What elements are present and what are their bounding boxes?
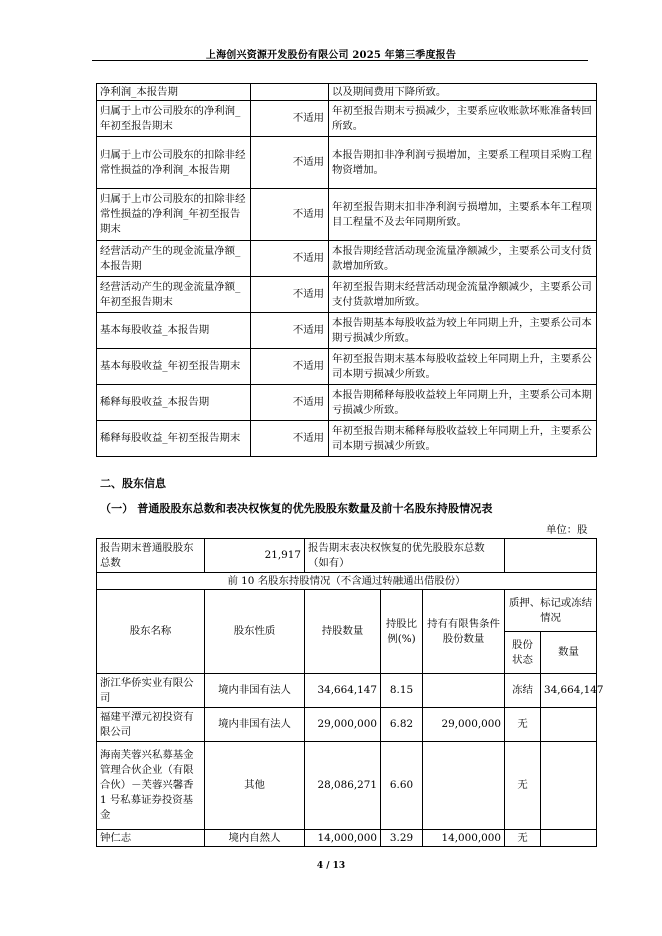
reason-cell: 年初至报告期末扣非净利润亏损增加，主要系本年工程项目工程量不及去年同期所致。 [329,189,597,241]
item-cell: 归属于上市公司股东的扣除非经常性损益的净利润_年初至报告期末 [97,189,251,241]
reason-cell: 年初至报告期末基本每股收益较上年同期上升，主要系公司本期亏损减少所致。 [329,349,597,385]
holder-pledge-qty [541,708,597,742]
table-row [97,421,597,457]
preferred-holders-value [505,539,597,573]
holder-restricted: 14,000,000 [423,830,505,847]
table-row [97,830,597,847]
holder-shares: 14,000,000 [305,830,381,847]
table-row [97,241,597,277]
page-header-title: 上海创兴资源开发股份有限公司 2025 年第三季度报告 [205,50,457,61]
shareholder-table [96,538,604,847]
holder-pledge-qty: 34,664,147 [541,674,597,708]
applicable-cell: 不适用 [251,385,329,421]
item-cell: 稀释每股收益_本报告期 [97,385,251,421]
applicable-cell: 不适用 [251,349,329,385]
holder-restricted [423,674,505,708]
holder-nature: 境内非国有法人 [205,674,305,708]
table-row [97,84,597,101]
applicable-cell: 不适用 [251,313,329,349]
table-row [97,189,597,241]
table-row [97,385,597,421]
holder-ratio: 6.60 [381,742,423,830]
holder-restricted: 29,000,000 [423,708,505,742]
holder-pledge-status: 无 [505,742,541,830]
col-header-ratio: 持股比例(%) [381,590,423,674]
table-row [97,742,597,830]
table-row [97,539,597,573]
profit-change-table [96,83,597,457]
col-header-name: 股东名称 [97,590,205,674]
reason-cell: 以及期间费用下降所致。 [329,84,597,101]
holder-name: 海南芙蓉兴私募基金管理合伙企业（有限合伙）－芙蓉兴馨香 1 号私募证券投资基金 [97,742,205,830]
page-number: 4 / 13 [316,861,346,871]
applicable-cell [251,84,329,101]
reason-cell: 本报告期稀释每股收益较上年同期上升，主要系公司本期亏损减少所致。 [329,385,597,421]
item-cell: 经营活动产生的现金流量净额_年初至报告期末 [97,277,251,313]
item-cell: 净利润_本报告期 [97,84,251,101]
total-holders-label: 报告期末普通股股东总数 [97,539,205,573]
item-cell: 归属于上市公司股东的扣除非经常性损益的净利润_本报告期 [97,137,251,189]
holder-name: 福建平潭元初投资有限公司 [97,708,205,742]
holder-shares: 29,000,000 [305,708,381,742]
col-header-pledge-group: 质押、标记或冻结情况 [505,590,597,632]
reason-cell: 本报告期经营活动现金流量净额减少，主要系公司支付货款增加所致。 [329,241,597,277]
reason-cell: 本报告期基本每股收益为较上年同期上升，主要系公司本期亏损减少所致。 [329,313,597,349]
subsection-heading: （一） 普通股股东总数和表决权恢复的优先股股东数量及前十名股东持股情况表 [100,502,493,515]
holder-ratio: 6.82 [381,708,423,742]
table-row [97,708,597,742]
holder-name: 钟仁志 [97,830,205,847]
holder-shares: 28,086,271 [305,742,381,830]
applicable-cell: 不适用 [251,137,329,189]
reason-cell: 年初至报告期末稀释每股收益较上年同期上升，主要系公司本期亏损减少所致。 [329,421,597,457]
holder-pledge-status: 无 [505,830,541,847]
item-cell: 归属于上市公司股东的净利润_年初至报告期末 [97,101,251,137]
holder-restricted [423,742,505,830]
item-cell: 基本每股收益_年初至报告期末 [97,349,251,385]
top10-caption: 前 10 名股东持股情况（不含通过转融通出借股份） [97,573,597,590]
table-row [97,137,597,189]
holder-name: 浙江华侨实业有限公司 [97,674,205,708]
holder-nature: 境内非国有法人 [205,708,305,742]
applicable-cell: 不适用 [251,277,329,313]
total-holders-value: 21,917 [205,539,305,573]
table-row [97,101,597,137]
col-header-shares: 持股数量 [305,590,381,674]
reason-cell: 本报告期扣非净利润亏损增加，主要系工程项目采购工程物资增加。 [329,137,597,189]
reason-cell: 年初至报告期末经营活动现金流量净额减少，主要系公司支付货款增加所致。 [329,277,597,313]
col-header-restricted: 持有有限售条件股份数量 [423,590,505,674]
holder-nature: 其他 [205,742,305,830]
holder-pledge-status: 冻结 [505,674,541,708]
header-divider [92,60,588,61]
holder-ratio: 8.15 [381,674,423,708]
applicable-cell: 不适用 [251,189,329,241]
reason-cell: 年初至报告期末亏损减少，主要系应收账款坏账准备转回所致。 [329,101,597,137]
col-header-pledge-status: 股份状态 [505,632,541,674]
col-header-nature: 股东性质 [205,590,305,674]
item-cell: 基本每股收益_本报告期 [97,313,251,349]
holder-nature: 境内自然人 [205,830,305,847]
table-row [97,277,597,313]
unit-label: 单位：股 [546,524,588,536]
holder-pledge-status: 无 [505,708,541,742]
table-row [97,313,597,349]
preferred-holders-label: 报告期末表决权恢复的优先股股东总数（如有） [305,539,505,573]
applicable-cell: 不适用 [251,421,329,457]
table-row [97,349,597,385]
holder-shares: 34,664,147 [305,674,381,708]
holder-pledge-qty [541,830,597,847]
item-cell: 经营活动产生的现金流量净额_本报告期 [97,241,251,277]
item-cell: 稀释每股收益_年初至报告期末 [97,421,251,457]
holder-ratio: 3.29 [381,830,423,847]
table-row [97,573,597,590]
table-header-row [97,590,597,632]
table-row [97,674,597,708]
applicable-cell: 不适用 [251,241,329,277]
col-header-pledge-qty: 数量 [541,632,597,674]
section-heading: 二、股东信息 [100,477,166,490]
holder-pledge-qty [541,742,597,830]
applicable-cell: 不适用 [251,101,329,137]
